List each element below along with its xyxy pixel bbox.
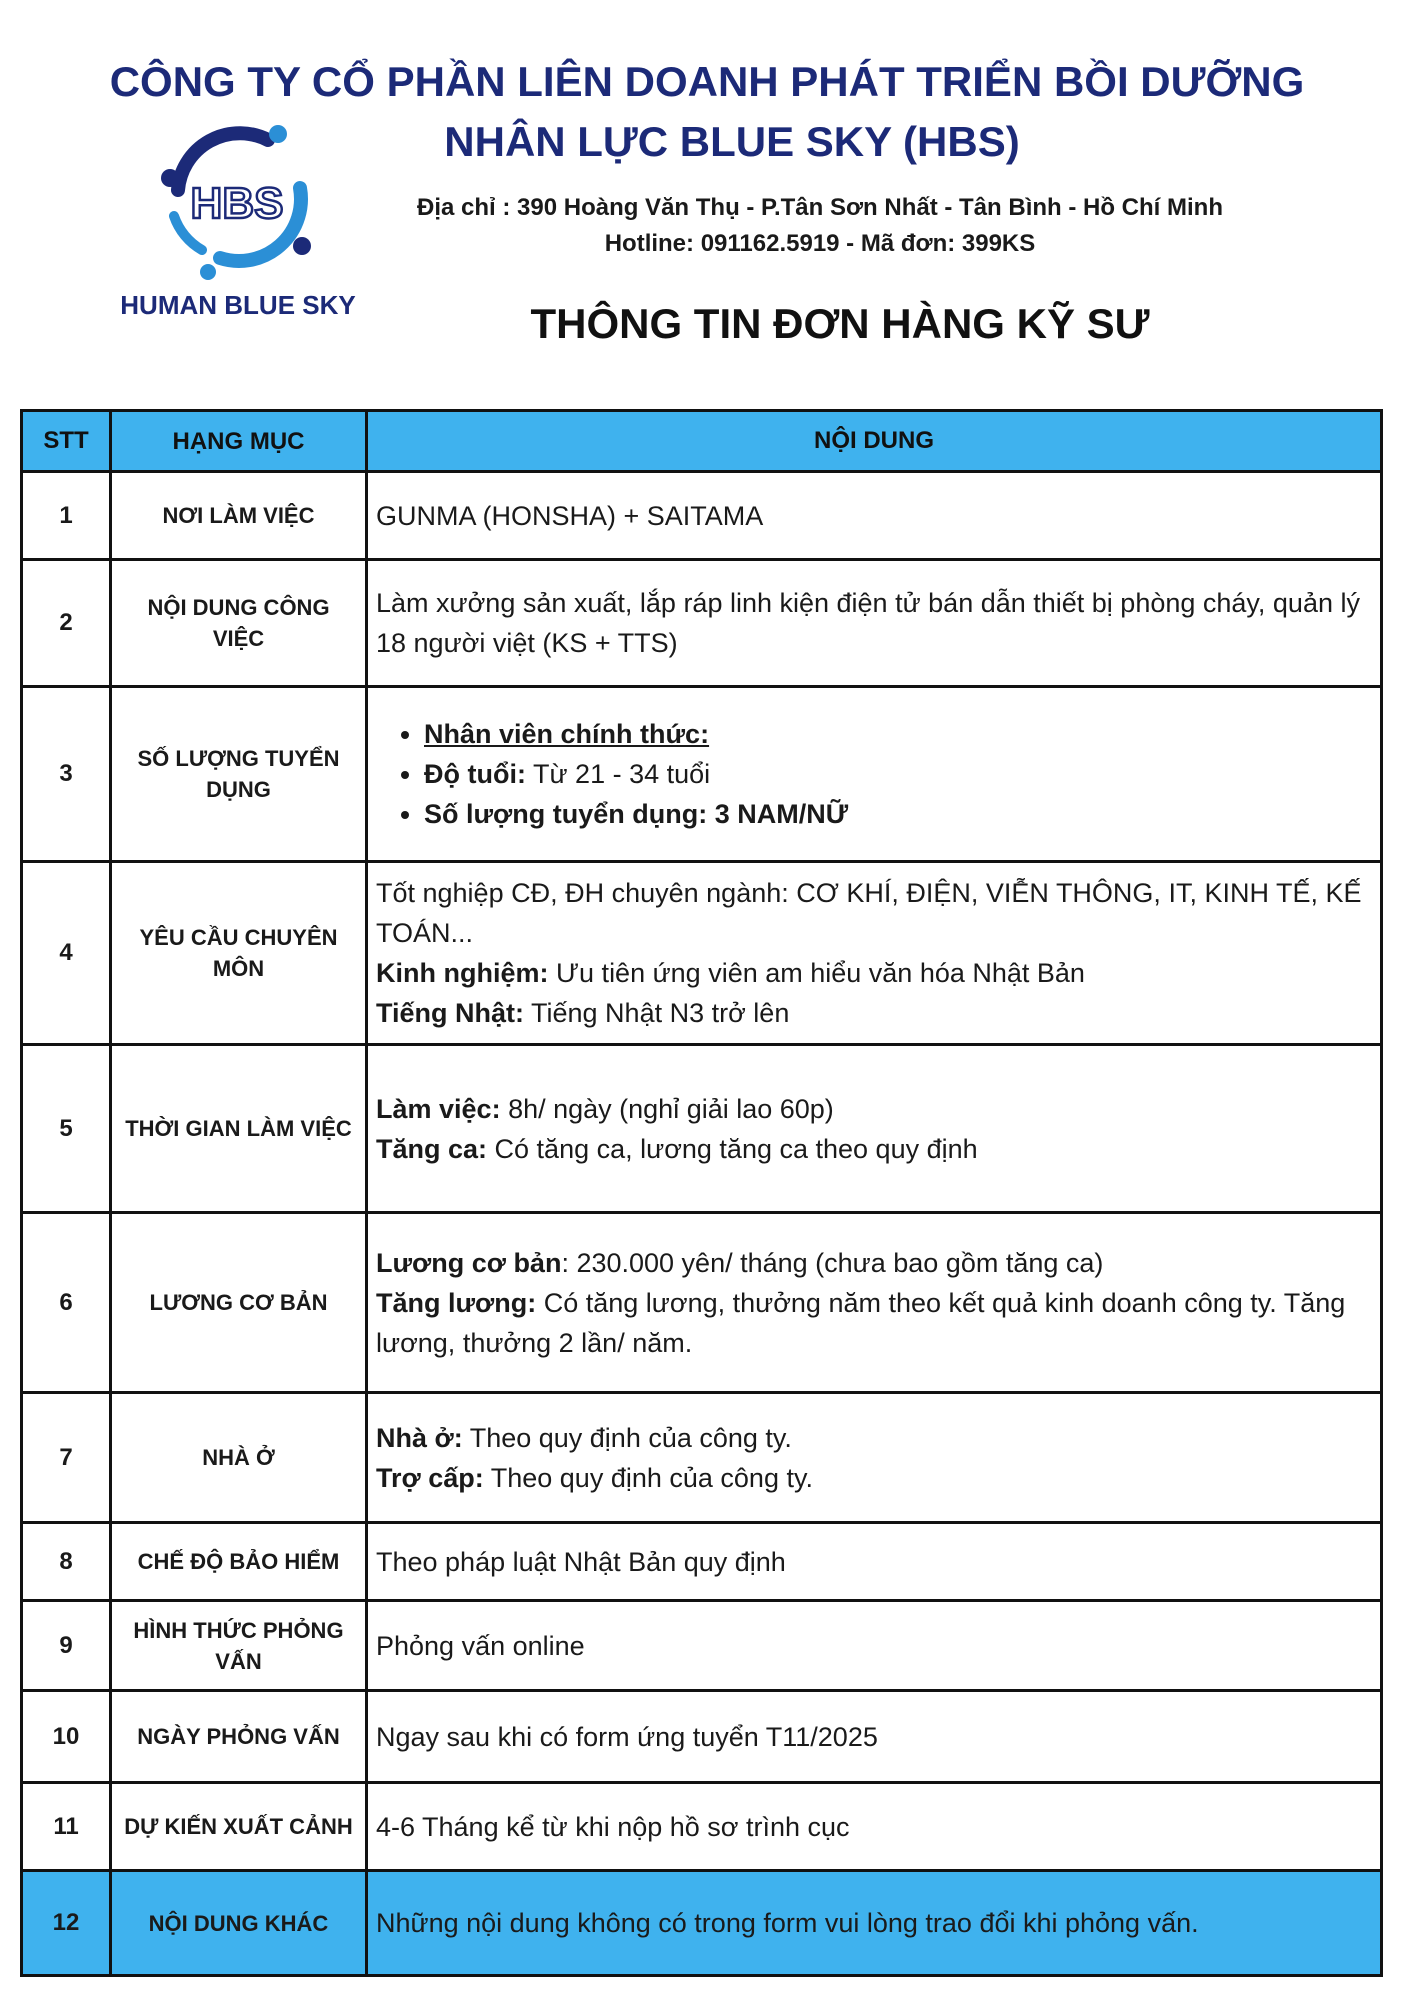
- row-category: SỐ LƯỢNG TUYỂN DỤNG: [111, 687, 367, 862]
- table-row: [22, 560, 1382, 687]
- logo-text: HUMAN BLUE SKY: [120, 290, 356, 320]
- row-stt: 10: [22, 1691, 111, 1783]
- row-stt: 8: [22, 1523, 111, 1601]
- bullet-age-label: Độ tuổi:: [424, 759, 526, 789]
- bullet-age-value: Từ 21 - 34 tuổi: [525, 759, 711, 789]
- row-stt: 4: [22, 862, 111, 1045]
- row-category: NHÀ Ở: [111, 1393, 367, 1523]
- row-content: [367, 1045, 1382, 1213]
- work-value: 8h/ ngày (nghỉ giải lao 60p): [500, 1093, 834, 1124]
- row-stt: 1: [22, 472, 111, 560]
- header-content: NỘI DUNG: [367, 411, 1382, 472]
- raise-value: Có tăng lương, thưởng năm theo kết quả kinh doanh công ty. Tăng lương, thưởng 2 lần/ năm.: [376, 1287, 1346, 1358]
- work-label: Làm việc:: [376, 1093, 501, 1124]
- row-stt: 11: [22, 1783, 111, 1871]
- row-category: DỰ KIẾN XUẤT CẢNH: [111, 1783, 367, 1871]
- company-name-line2: NHÂN LỰC BLUE SKY (HBS): [444, 118, 1020, 165]
- table-row: [22, 1045, 1382, 1213]
- allowance-label: Trợ cấp:: [376, 1462, 484, 1493]
- overtime-value: Có tăng ca, lương tăng ca theo quy định: [487, 1133, 978, 1164]
- row-category: NỘI DUNG KHÁC: [111, 1871, 367, 1976]
- table-row: [22, 1393, 1382, 1523]
- education-line: Tốt nghiệp CĐ, ĐH chuyên ngành: CƠ KHÍ, ĐIỆN, VIỄN THÔNG, IT, KINH TẾ, KẾ TOÁN...: [376, 878, 1362, 948]
- table-row: [22, 1601, 1382, 1691]
- experience-value: Ưu tiên ứng viên am hiểu văn hóa Nhật Bản: [548, 958, 1085, 988]
- row-category: YÊU CẦU CHUYÊN MÔN: [111, 862, 367, 1045]
- allowance-value: Theo quy định của công ty.: [483, 1462, 813, 1493]
- experience-label: Kinh nghiệm:: [376, 958, 549, 988]
- table-row: [22, 1691, 1382, 1783]
- header-category: HẠNG MỤC: [111, 411, 367, 472]
- hbs-logo-icon: [150, 118, 325, 288]
- row-stt: 6: [22, 1213, 111, 1393]
- table-row: [22, 472, 1382, 560]
- japanese-label: Tiếng Nhật:: [376, 998, 524, 1028]
- table-row-highlight: [22, 1871, 1382, 1976]
- table-header-row: [22, 411, 1382, 472]
- order-table: [20, 409, 1383, 1977]
- raise-label: Tăng lương:: [376, 1287, 537, 1318]
- row-stt: 9: [22, 1601, 111, 1691]
- company-name-line1: CÔNG TY CỔ PHẦN LIÊN DOANH PHÁT TRIỂN BỒI DƯỠNG: [109, 58, 1305, 105]
- row-content: Theo pháp luật Nhật Bản quy định: [367, 1523, 1382, 1601]
- table-row: [22, 687, 1382, 862]
- row-content: [367, 862, 1382, 1045]
- housing-label: Nhà ở:: [376, 1422, 463, 1453]
- row-category: NƠI LÀM VIỆC: [111, 472, 367, 560]
- row-category: THỜI GIAN LÀM VIỆC: [111, 1045, 367, 1213]
- row-stt: 2: [22, 560, 111, 687]
- row-stt: 3: [22, 687, 111, 862]
- table-row: [22, 1213, 1382, 1393]
- contact-block: [370, 190, 1270, 262]
- salary-value: : 230.000 yên/ tháng (chưa bao gồm tăng ca): [561, 1247, 1104, 1278]
- table-row: [22, 1523, 1382, 1601]
- bullet-quantity: Số lượng tuyển dụng: 3 NAM/NỮ: [424, 799, 849, 829]
- hotline-line: Hotline: 091162.5919 - Mã đơn: 399KS: [604, 230, 1036, 257]
- company-logo: [108, 118, 368, 333]
- overtime-label: Tăng ca:: [376, 1133, 488, 1164]
- row-content: Ngay sau khi có form ứng tuyển T11/2025: [367, 1691, 1382, 1783]
- row-content: Những nội dung không có trong form vui lòng trao đổi khi phỏng vấn.: [367, 1871, 1382, 1976]
- row-category: CHẾ ĐỘ BẢO HIỂM: [111, 1523, 367, 1601]
- row-content: [367, 1213, 1382, 1393]
- japanese-value: Tiếng Nhật N3 trở lên: [524, 998, 790, 1028]
- row-category: HÌNH THỨC PHỎNG VẤN: [111, 1601, 367, 1691]
- row-content: Phỏng vấn online: [367, 1601, 1382, 1691]
- housing-value: Theo quy định của công ty.: [462, 1422, 792, 1453]
- row-stt: 7: [22, 1393, 111, 1523]
- row-category: NỘI DUNG CÔNG VIỆC: [111, 560, 367, 687]
- logo-mark: HBS: [190, 179, 284, 228]
- row-content: GUNMA (HONSHA) + SAITAMA: [367, 472, 1382, 560]
- table-row: [22, 862, 1382, 1045]
- row-content: Làm xưởng sản xuất, lắp ráp linh kiện điện tử bán dẫn thiết bị phòng cháy, quản lý 18 người việt (KS + TTS): [367, 560, 1382, 687]
- row-stt: 12: [22, 1871, 111, 1976]
- page-title: THÔNG TIN ĐƠN HÀNG KỸ SƯ: [530, 300, 1150, 347]
- address-line: Địa chỉ : 390 Hoàng Văn Thụ - P.Tân Sơn Nhất - Tân Bình - Hồ Chí Minh: [417, 194, 1223, 221]
- row-category: LƯƠNG CƠ BẢN: [111, 1213, 367, 1393]
- bullet-staff: Nhân viên chính thức:: [424, 719, 710, 749]
- row-category: NGÀY PHỎNG VẤN: [111, 1691, 367, 1783]
- header-stt: STT: [22, 411, 111, 472]
- row-content: 4-6 Tháng kể từ khi nộp hồ sơ trình cục: [367, 1783, 1382, 1871]
- row-stt: 5: [22, 1045, 111, 1213]
- salary-label: Lương cơ bản: [376, 1247, 562, 1278]
- row-content: [367, 687, 1382, 862]
- row-content: [367, 1393, 1382, 1523]
- table-row: [22, 1783, 1382, 1871]
